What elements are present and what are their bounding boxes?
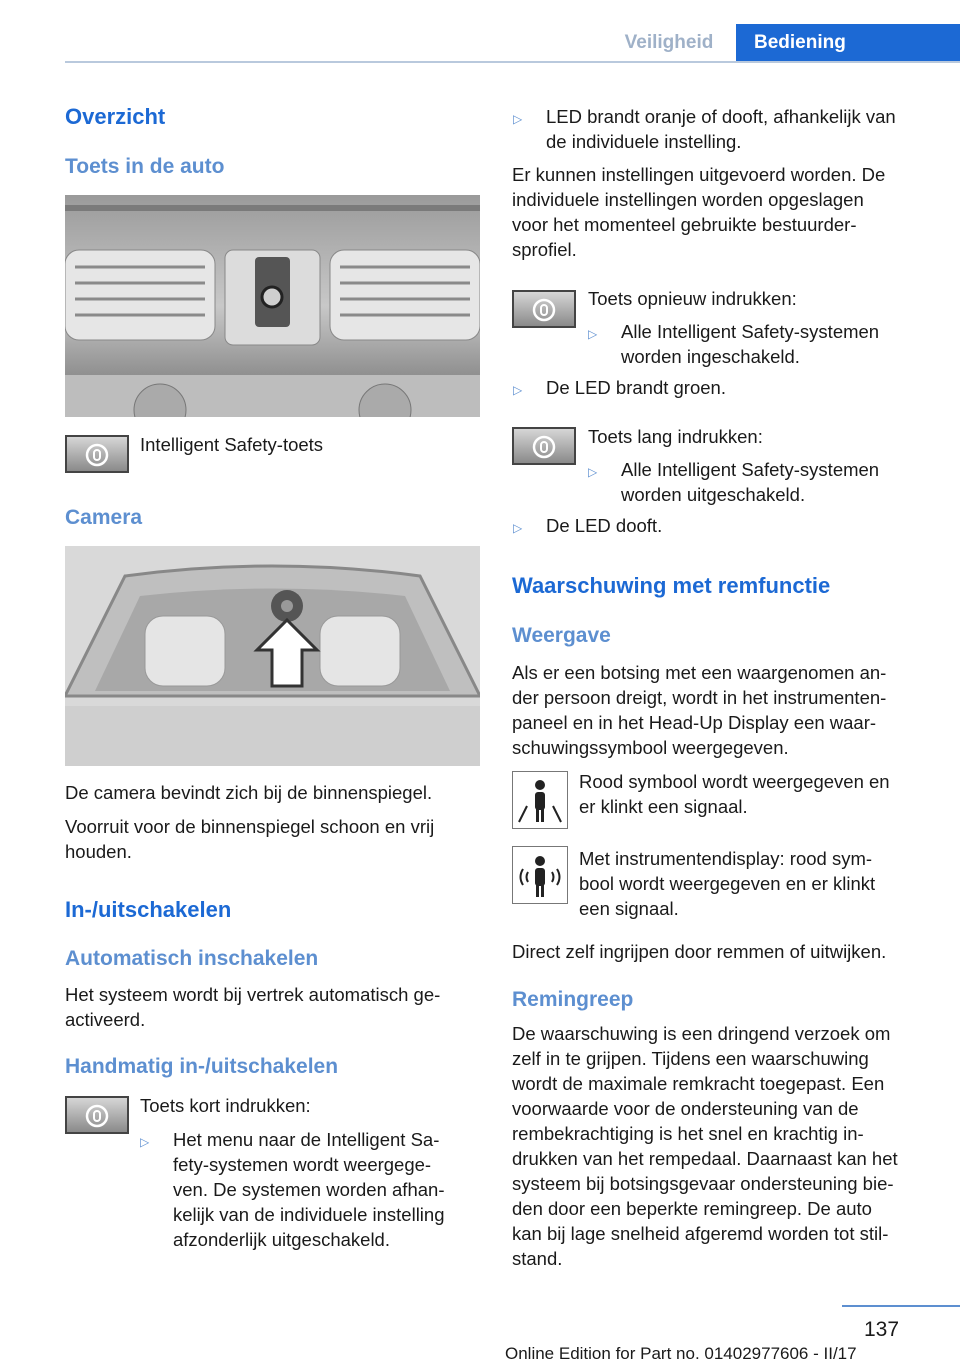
weergave-l1: Als er een botsing met een waargenomen an‐ [512, 662, 887, 683]
settings-l2: individuele instellingen worden opgeslagen [512, 189, 864, 210]
direct-text: Direct zelf ingrijpen door remmen of uitwijken. [512, 941, 887, 962]
rem-l9: kan bij lage snelheid afgeremd worden tot stil‐ [512, 1223, 889, 1244]
camera-text-1: De camera bevindt zich bij de binnenspiegel. [65, 782, 433, 803]
heading-overzicht: Overzicht [65, 104, 166, 129]
weergave-l3: paneel en in het Head-Up Display een waar‐ [512, 712, 877, 733]
kort-label: Toets kort indrukken: [140, 1095, 311, 1116]
rem-l6: drukken van het rempedaal. Daarnaast kan het [512, 1148, 898, 1169]
bullet-marker: ▷ [140, 1135, 150, 1149]
settings-l4: sprofiel. [512, 239, 577, 260]
rem-l1: De waarschuwing is een dringend verzoek om [512, 1023, 891, 1044]
camera-text-2a: Voorruit voor de binnenspiegel schoon en vrij [65, 816, 435, 837]
bullet-marker: ▷ [588, 327, 598, 341]
pedestrian-signal-icon [512, 846, 568, 904]
heading-camera: Camera [65, 506, 143, 529]
kort-bullet-l1: Het menu naar de Intelligent Sa‐ [173, 1129, 440, 1150]
lang-label: Toets lang indrukken: [588, 426, 763, 447]
rood2-l3: een signaal. [579, 898, 679, 919]
rem-l2: zelf in te grijpen. Tijdens een waarschuwing [512, 1048, 869, 1069]
rem-l10: stand. [512, 1248, 563, 1269]
dashboard-image [65, 195, 480, 417]
rem-l3: wordt de maximale remkracht toegepast. Een [512, 1073, 885, 1094]
safety-button-icon [512, 427, 576, 465]
settings-l1: Er kunnen instellingen uitgevoerd worden. De [512, 164, 886, 185]
rem-l8: den door een beperkte remingreep. De auto [512, 1198, 872, 1219]
led-dooft: De LED dooft. [546, 515, 663, 536]
led-bullet-l2: de individuele instelling. [546, 131, 742, 152]
bullet-marker: ▷ [588, 465, 598, 479]
page-number: 137 [864, 1318, 900, 1341]
kort-bullet-l5: afzonderlijk uitgeschakeld. [173, 1229, 390, 1250]
safety-button-icon [65, 1096, 129, 1134]
camera-text-2b: houden. [65, 841, 132, 862]
weergave-l4: schuwingssymbool weergegeven. [512, 737, 789, 758]
tab-veiligheid[interactable]: Veiligheid [624, 32, 714, 53]
heading-remingreep: Remingreep [512, 988, 634, 1011]
rood1-l1: Rood symbool wordt weergegeven en [579, 771, 890, 792]
heading-inuit: In-/uitschakelen [65, 897, 232, 922]
rood2-l2: bool wordt weergegeven en er klinkt [579, 873, 876, 894]
heading-handmatig: Handmatig in-/uitschakelen [65, 1055, 339, 1078]
heading-toets: Toets in de auto [65, 155, 225, 178]
opnieuw-bullet-l1: Alle Intelligent Safety-systemen [621, 321, 880, 342]
heading-waarschuwing: Waarschuwing met remfunctie [512, 573, 831, 598]
safety-button-icon [512, 290, 576, 328]
heading-automatisch: Automatisch inschakelen [65, 947, 319, 970]
auto-text-a: Het systeem wordt bij vertrek automatisch ge‐ [65, 984, 441, 1005]
heading-weergave: Weergave [512, 624, 611, 647]
bullet-marker: ▷ [513, 521, 523, 535]
bullet-marker: ▷ [513, 112, 523, 126]
settings-l3: voor het momenteel gebruikte bestuurder‐ [512, 214, 857, 235]
camera-image [65, 546, 480, 766]
kort-bullet-l2: fety-systemen wordt weergege‐ [173, 1154, 432, 1175]
lang-bullet-l1: Alle Intelligent Safety-systemen [621, 459, 880, 480]
pedestrian-warning-icon [512, 771, 568, 829]
kort-bullet-l4: kelijk van de individuele instelling [173, 1204, 445, 1225]
kort-bullet-l3: ven. De systemen worden afhan‐ [173, 1179, 445, 1200]
icon-caption: Intelligent Safety-toets [140, 434, 324, 455]
opnieuw-bullet-l2: worden ingeschakeld. [621, 346, 800, 367]
led-bullet-l1: LED brandt oranje of dooft, afhankelijk van [546, 106, 896, 127]
rem-l7: systeem bij botsingsgevaar ondersteuning bie‐ [512, 1173, 894, 1194]
auto-text-b: activeerd. [65, 1009, 146, 1030]
rem-l5: rembekrachtiging is het snel en krachtig in‐ [512, 1123, 864, 1144]
opnieuw-label: Toets opnieuw indrukken: [588, 288, 797, 309]
safety-button-icon [65, 435, 129, 473]
footer-divider [842, 1305, 960, 1307]
tab-bediening[interactable]: Bediening [736, 24, 960, 61]
rood1-l2: er klinkt een signaal. [579, 796, 748, 817]
rem-l4: voorwaarde voor de ondersteuning van de [512, 1098, 859, 1119]
header-divider [65, 61, 960, 63]
bullet-marker: ▷ [513, 383, 523, 397]
rood2-l1: Met instrumentendisplay: rood sym‐ [579, 848, 873, 869]
edition-line: Online Edition for Part no. 01402977606 - II/17 [505, 1344, 857, 1363]
lang-bullet-l2: worden uitgeschakeld. [621, 484, 806, 505]
led-groen: De LED brandt groen. [546, 377, 726, 398]
weergave-l2: der persoon dreigt, wordt in het instrumenten‐ [512, 687, 887, 708]
